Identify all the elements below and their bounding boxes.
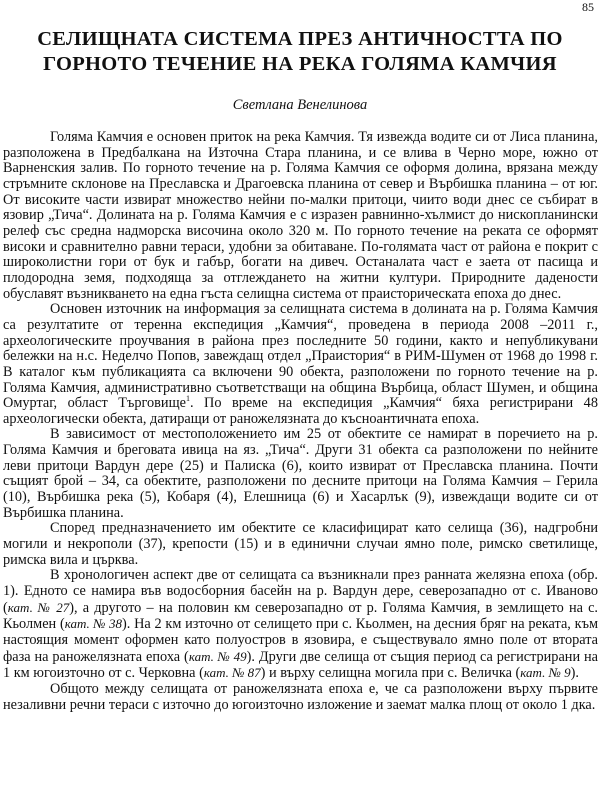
article-body xyxy=(3,130,598,713)
catalog-reference: кат. № 9 xyxy=(520,665,571,681)
paragraph-text: ). Други две селища от същия период са регистрирани на 1 км югоизточно от с. Черковна ( xyxy=(3,648,599,682)
catalog-reference: кат. № 38 xyxy=(64,616,123,632)
paragraph-text: ). xyxy=(570,665,579,682)
catalog-reference: кат. № 27 xyxy=(7,599,70,615)
paragraph: Общото между селищата от раножелязната епоха е, че са разположени върху първите незаливни речни тераси с източно до югоизточно изложение и заемат малка площ от около 1 дка. xyxy=(3,680,598,713)
title-line-2: ГОРНОТО ТЕЧЕНИЕ НА РЕКА ГОЛЯМА КАМЧИЯ xyxy=(43,53,557,75)
paragraph xyxy=(3,568,598,682)
article-title xyxy=(0,27,600,77)
paragraph xyxy=(3,302,598,427)
page-number: 85 xyxy=(582,0,594,14)
paragraph: В зависимост от местоположението им 25 от обектите се намират в поречието на р. Голяма Камчия и бреговата ивица на яз. „Тича“. Други 31 обекта са разположени по нейните леви притоци Вардун дере (25) и Палиска (6), които извират от Преславска планина. Почти същият брой – 34, са обектите, разположени по десните притоци на Голяма Камчия – Герила (10), Върбишка река (5), Кобаря (4), Елешница (6) и Хасарлък (9), извеждащи водите си от Върбишка планина. xyxy=(3,426,598,521)
author-name: Светлана Венелинова xyxy=(232,97,368,113)
paragraph-text: В хронологичен аспект две от селищата са възникнали през ранната желязна епоха (обр. 1). Едното се намира във водосборния басейн на р. Вардун дере, северозападно от с. Иваново ( xyxy=(3,567,598,616)
paragraph-text: ), а другото – на половин км северозападно от р. Голяма Камчия, в землището на с. Кьолмен ( xyxy=(3,599,599,633)
footnote-marker[interactable]: 1 xyxy=(185,394,190,404)
catalog-reference: кат. № 87 xyxy=(203,665,261,681)
catalog-reference: кат. № 49 xyxy=(188,648,247,664)
paragraph-text: ) и върху селищна могила при с. Величка ( xyxy=(260,665,521,682)
paragraph-text: Основен източник на информация за селищната система в долината на р. Голяма Камчия са резултатите от теренна експедиция „Камчия“, проведена в периода 2008 –2011 г., археологическите проучвания в района през последните 50 години, както и непубликувани бележки на н.с. Неделчо Попов, завеждащ отдел „Праистория“ в РИМ-Шумен от 1968 до 1998 г. В каталог към публикацията са включени 90 обекта, разположени по горното течение на р. Голяма Камчия, административно съответстващи на община Върбица, област Шумен, и община Омуртаг, област Търговище xyxy=(3,301,598,412)
paragraph-text: . По време на експедиция „Камчия“ бяха регистрирани 48 археологически обекта, датиращи от раножелязната до късноантичната епоха. xyxy=(3,395,598,427)
paragraph-text: ). На 2 км източно от селището при с. Кьолмен, на десния бряг на реката, към настоящия момент оформен като полуостров в язовира, е съществувало ямно поле от втората фаза на раножелязната епоха ( xyxy=(3,616,599,665)
paragraph: Според предназначението им обектите се класифицират като селища (36), надгробни могили и некрополи (37), крепости (15) и в единични случаи ямно поле, римско светилище, римска вила и църква. xyxy=(3,520,598,568)
title-line-1: СЕЛИЩНАТА СИСТЕМА ПРЕЗ АНТИЧНОСТТА ПО xyxy=(37,28,563,50)
paragraph: Голяма Камчия е основен приток на река Камчия. Тя извежда водите си от Лиса планина, разположена в Предбалкана на Източна Стара планина, и се влива в Черно море, южно от Варненския залив. По горното течение на р. Голяма Камчия се оформя долина, врязана между стръмните склонове на Преславска и Драгоевска планина от север и Върбишка планина – от юг. От високите части извират множество нейни по-малки притоци, чиито води днес се събират в язовир „Тича“. Долината на р. Голяма Камчия е с изразен равнинно-хълмист до нископланински релеф със средна надморска височина около 320 м. По горното течение на реката се оформят високи и сравнително равни тераси, удобни за обитаване. По-голямата част от района е покрит с широколистни гори от бук и габър, богати на дивеч. Останалата част е заета от пасища и плодородна земя, подходяща за отглеждането на житни култури. Природните дадености обуславят възникването на една гъста селищна система от праисторическата епоха до днес. xyxy=(3,129,598,302)
